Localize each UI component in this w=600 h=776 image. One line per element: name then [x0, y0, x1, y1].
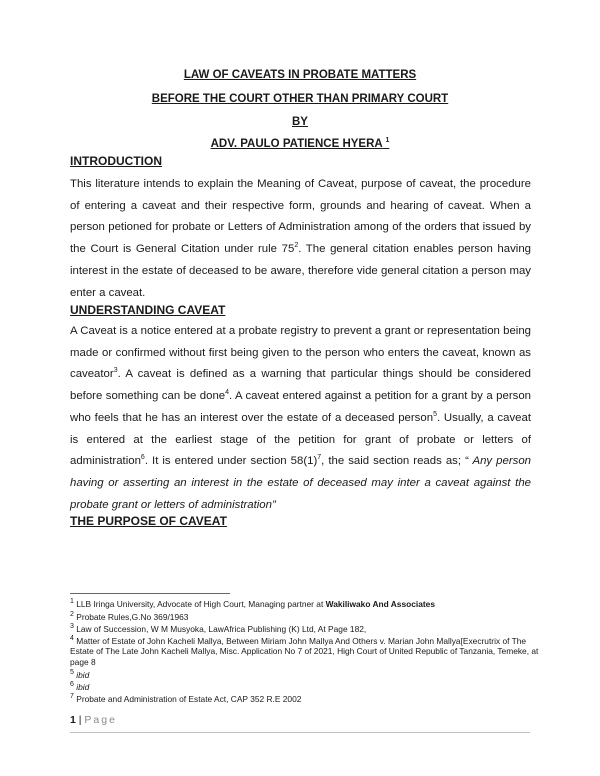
- footnote-4: $^4$ Matter of Estate of John Kacheli Mallya, Between Miriam John Mallya And Others v. Marian John Mallya[Execrutrix of The Estate of The Late John Kacheli Mallya, Misc. Application No 7 of 2021, High Court of United Republic of Tanzania, Temeke, at page 8: [70, 635, 539, 667]
- paragraph-text: , the said section reads as; “: [321, 455, 469, 468]
- footnote-ref: 2: [294, 242, 299, 250]
- statute-quote: Any person having or asserting an interest in the estate of deceased may inter a caveat against the probate grant or letters of administration”: [70, 455, 531, 511]
- document-author: [0, 138, 600, 150]
- footnote-ref: 7: [317, 454, 322, 462]
- footnote-ref: 1: [385, 137, 390, 145]
- paragraph-text: . Usually, a caveat is entered at the earliest stage of the petition for grant of probate or letters of administration: [70, 411, 531, 468]
- page-label: Page: [84, 714, 117, 726]
- author-name: ADV. PAULO PATIENCE HYERA: [210, 138, 383, 150]
- footnote-separator: [70, 593, 230, 594]
- paragraph-text: . It is entered under section 58(1): [144, 455, 318, 468]
- section-heading-purpose-of-caveat: THE PURPOSE OF CAVEAT: [70, 514, 227, 528]
- intro-text: . The general citation enables person having interest in the estate of deceased to be aware, therefore vide general citation a person may enter a caveat.: [70, 243, 531, 299]
- footnote-2: $^2$ Probate Rules,G.No 369/1963: [70, 611, 189, 622]
- intro-text: This literature intends to explain the Meaning of Caveat, purpose of caveat, the procedure of entering a caveat and their respective form, grounds and hearing of caveat. When a person petioned for probate or Letters of Administration among of the orders that issued by the Court is General Citation under rule 75: [70, 178, 531, 256]
- page-footer: [70, 714, 117, 726]
- section-heading-understanding-caveat: UNDERSTANDING CAVEAT: [70, 303, 226, 317]
- footnote-7: $^7$ Probate and Administration of Estate Act, CAP 352 R.E 2002: [70, 693, 302, 704]
- footnote-1: $^1$ LLB Iringa University, Advocate of High Court, Managing partner at Wakiliwako And Associates: [70, 598, 435, 609]
- footer-separator: |: [75, 714, 85, 726]
- paragraph-text: A Caveat is a notice entered at a probate registry to prevent a grant or representation being made or confirmed without first being given to the person who enters the caveat, known as caveator: [70, 325, 531, 381]
- section-heading-introduction: INTRODUCTION: [70, 154, 162, 168]
- paragraph-text: . A caveat is defined as a warning that particular things should be considered before something can be done: [70, 368, 531, 403]
- footnote-ref: 5: [433, 411, 437, 419]
- footer-rule: [70, 732, 530, 733]
- footnote-5: $^5$ ibid: [70, 669, 90, 680]
- footnote-ref: 4: [225, 389, 230, 397]
- paragraph-text: . A caveat entered against a petition for a grant by a person who feels that he has an interest over the estate of a deceased person: [70, 390, 531, 424]
- document-title-line-1: LAW OF CAVEATS IN PROBATE MATTERS: [183, 69, 417, 81]
- footnote-3: $^3$ Law of Succession, W M Musyoka, LawAfrica Publishing (K) Ltd, At Page 182,: [70, 623, 367, 634]
- document-title-line-2: BEFORE THE COURT OTHER THAN PRIMARY COURT: [151, 93, 449, 105]
- footnote-6: $^6$ ibid: [70, 681, 90, 692]
- document-title-by: BY: [292, 116, 308, 128]
- introduction-paragraph: [70, 174, 531, 304]
- footnote-ref: 3: [113, 367, 118, 375]
- footnote-ref: 6: [140, 454, 145, 462]
- understanding-caveat-paragraph: [70, 321, 531, 516]
- page-number: 1: [70, 714, 76, 726]
